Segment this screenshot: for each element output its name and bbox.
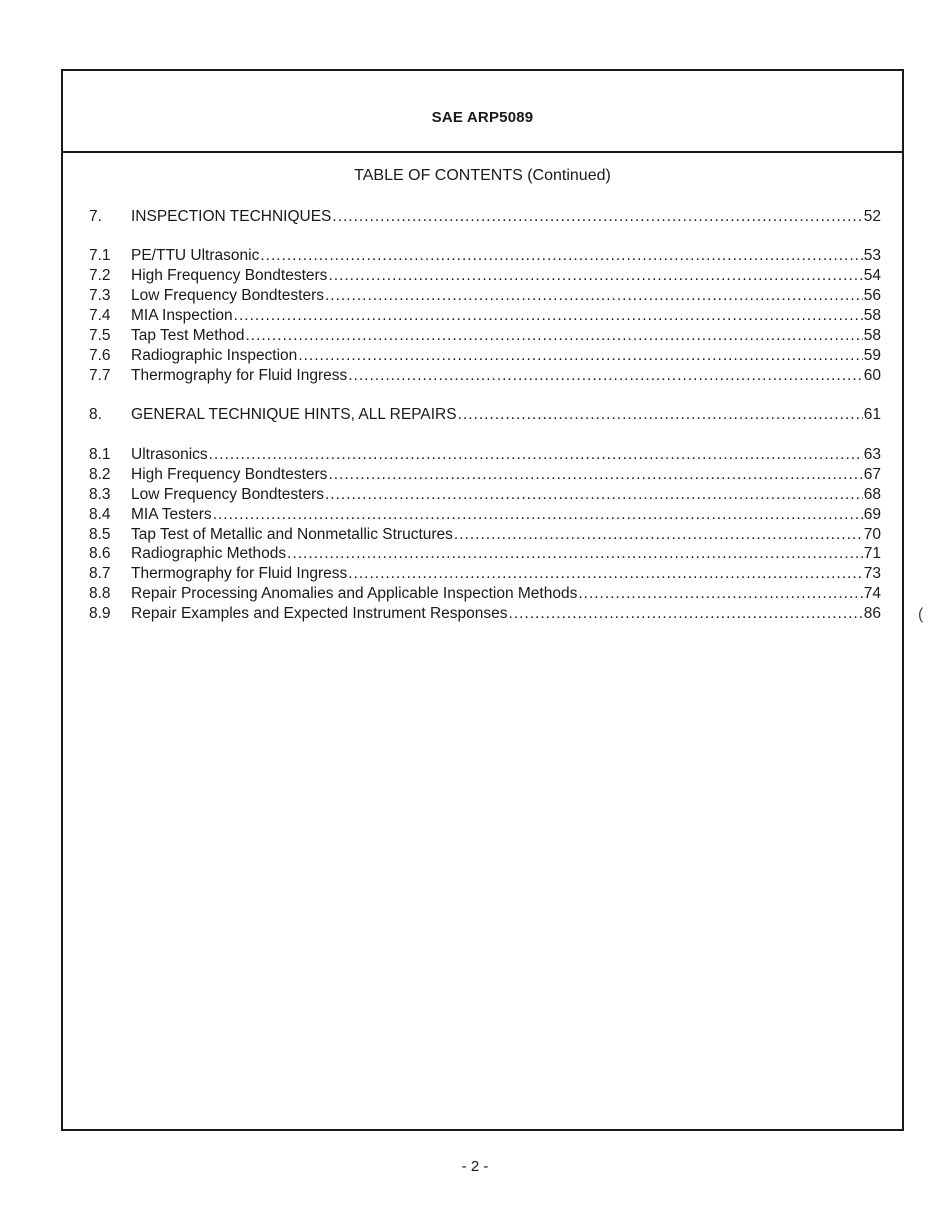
toc-entry-number: 8.2 [89, 466, 111, 483]
toc-entry-title: Ultrasonics [131, 446, 208, 463]
toc-entry[interactable] [89, 346, 881, 366]
toc-leader-dots [234, 306, 863, 326]
toc-entry-page: 69 [863, 506, 881, 523]
toc-entry-page: 53 [863, 247, 881, 264]
toc-leader-dots [298, 346, 862, 366]
margin-mark: ( [918, 606, 924, 623]
toc-entry-page: 58 [863, 327, 881, 344]
toc-leader-dots [213, 505, 863, 525]
toc-leader-dots [245, 326, 862, 346]
toc-heading: TABLE OF CONTENTS (Continued) [354, 167, 611, 184]
toc-entry-page: 67 [863, 466, 881, 483]
toc-entry-number: 8.3 [89, 486, 111, 503]
toc-entry-page: 86 [863, 605, 881, 622]
toc-entry-title: Low Frequency Bondtesters [131, 287, 324, 304]
toc-entry-number: 7.2 [89, 267, 111, 284]
toc-leader-dots [209, 445, 863, 465]
toc-entry-page: 61 [863, 406, 881, 423]
toc-entry-title: Thermography for Fluid Ingress [131, 565, 348, 582]
toc-entry[interactable] [89, 584, 881, 604]
toc-entry-page: 54 [863, 267, 881, 284]
page-frame [61, 69, 904, 1131]
toc-entry-title: Tap Test Method [131, 327, 245, 344]
toc-entry[interactable] [89, 306, 881, 326]
toc-entry-title: Repair Examples and Expected Instrument Responses [131, 605, 508, 622]
toc-entry-page: 59 [863, 347, 881, 364]
toc-entry-number: 7.3 [89, 287, 111, 304]
toc-entry-number: 7.4 [89, 307, 111, 324]
toc-entry[interactable] [89, 465, 881, 485]
toc-leader-dots [287, 544, 863, 564]
toc-entry[interactable] [89, 326, 881, 346]
toc-entry-title: High Frequency Bondtesters [131, 466, 328, 483]
toc-entry[interactable] [89, 604, 881, 624]
toc-entry-page: 71 [863, 545, 881, 562]
toc-entry[interactable] [89, 485, 881, 505]
toc-leader-dots [454, 525, 863, 545]
document-header [63, 71, 902, 153]
toc-entry-title: MIA Inspection [131, 307, 233, 324]
toc-entry-title: Low Frequency Bondtesters [131, 486, 324, 503]
toc-entry[interactable] [89, 505, 881, 525]
toc-entry-number: 8.9 [89, 605, 111, 622]
toc-entry[interactable] [89, 207, 881, 227]
toc-leader-dots [328, 266, 862, 286]
toc-entry-number: 8.5 [89, 526, 111, 543]
toc-entry-number: 7. [89, 208, 102, 225]
toc-entry-title: Radiographic Inspection [131, 347, 298, 364]
toc-entry-page: 70 [863, 526, 881, 543]
toc-leader-dots [260, 246, 862, 266]
toc-entry-number: 8. [89, 406, 102, 423]
toc-leader-dots [348, 564, 863, 584]
toc-leader-dots [325, 485, 863, 505]
toc-entry-number: 8.6 [89, 545, 111, 562]
toc-entry-title: INSPECTION TECHNIQUES [131, 208, 332, 225]
toc-entry[interactable] [89, 525, 881, 545]
toc-entry-page: 68 [863, 486, 881, 503]
toc-entry-number: 8.4 [89, 506, 111, 523]
toc-entry[interactable] [89, 286, 881, 306]
toc-entry[interactable] [89, 366, 881, 386]
toc-entry-title: Thermography for Fluid Ingress [131, 367, 348, 384]
toc-entry-title: Radiographic Methods [131, 545, 287, 562]
toc-leader-dots [578, 584, 862, 604]
toc-entry-number: 7.5 [89, 327, 111, 344]
toc-entry-number: 7.1 [89, 247, 111, 264]
toc-entry[interactable] [89, 246, 881, 266]
toc-entry-page: 52 [863, 208, 881, 225]
toc-entry-number: 8.8 [89, 585, 111, 602]
toc-entry-title: Repair Processing Anomalies and Applicable Inspection Methods [131, 585, 578, 602]
toc-entry-title: MIA Testers [131, 506, 212, 523]
toc-entry[interactable] [89, 266, 881, 286]
toc-entry-title: PE/TTU Ultrasonic [131, 247, 260, 264]
toc-entry[interactable] [89, 544, 881, 564]
page-number: - 2 - [461, 1158, 489, 1175]
toc-entry[interactable] [89, 445, 881, 465]
toc-entry-title: High Frequency Bondtesters [131, 267, 328, 284]
toc-entry-page: 60 [863, 367, 881, 384]
toc-leader-dots [328, 465, 862, 485]
toc-leader-dots [325, 286, 863, 306]
toc-entry-page: 58 [863, 307, 881, 324]
toc-entry-page: 56 [863, 287, 881, 304]
toc-entry-number: 7.7 [89, 367, 111, 384]
toc-entry[interactable] [89, 405, 881, 425]
document-title: SAE ARP5089 [431, 109, 534, 126]
toc-entry-number: 8.1 [89, 446, 111, 463]
toc-entry-number: 7.6 [89, 347, 111, 364]
toc-entry[interactable] [89, 564, 881, 584]
toc-entry-page: 63 [863, 446, 881, 463]
toc-entry-number: 8.7 [89, 565, 111, 582]
toc-entry-title: GENERAL TECHNIQUE HINTS, ALL REPAIRS [131, 406, 457, 423]
toc-entry-page: 73 [863, 565, 881, 582]
toc-leader-dots [332, 207, 862, 227]
toc-entry-title: Tap Test of Metallic and Nonmetallic Structures [131, 526, 453, 543]
toc-leader-dots [458, 405, 863, 425]
toc-leader-dots [509, 604, 863, 624]
toc-entry-page: 74 [863, 585, 881, 602]
toc-leader-dots [348, 366, 863, 386]
